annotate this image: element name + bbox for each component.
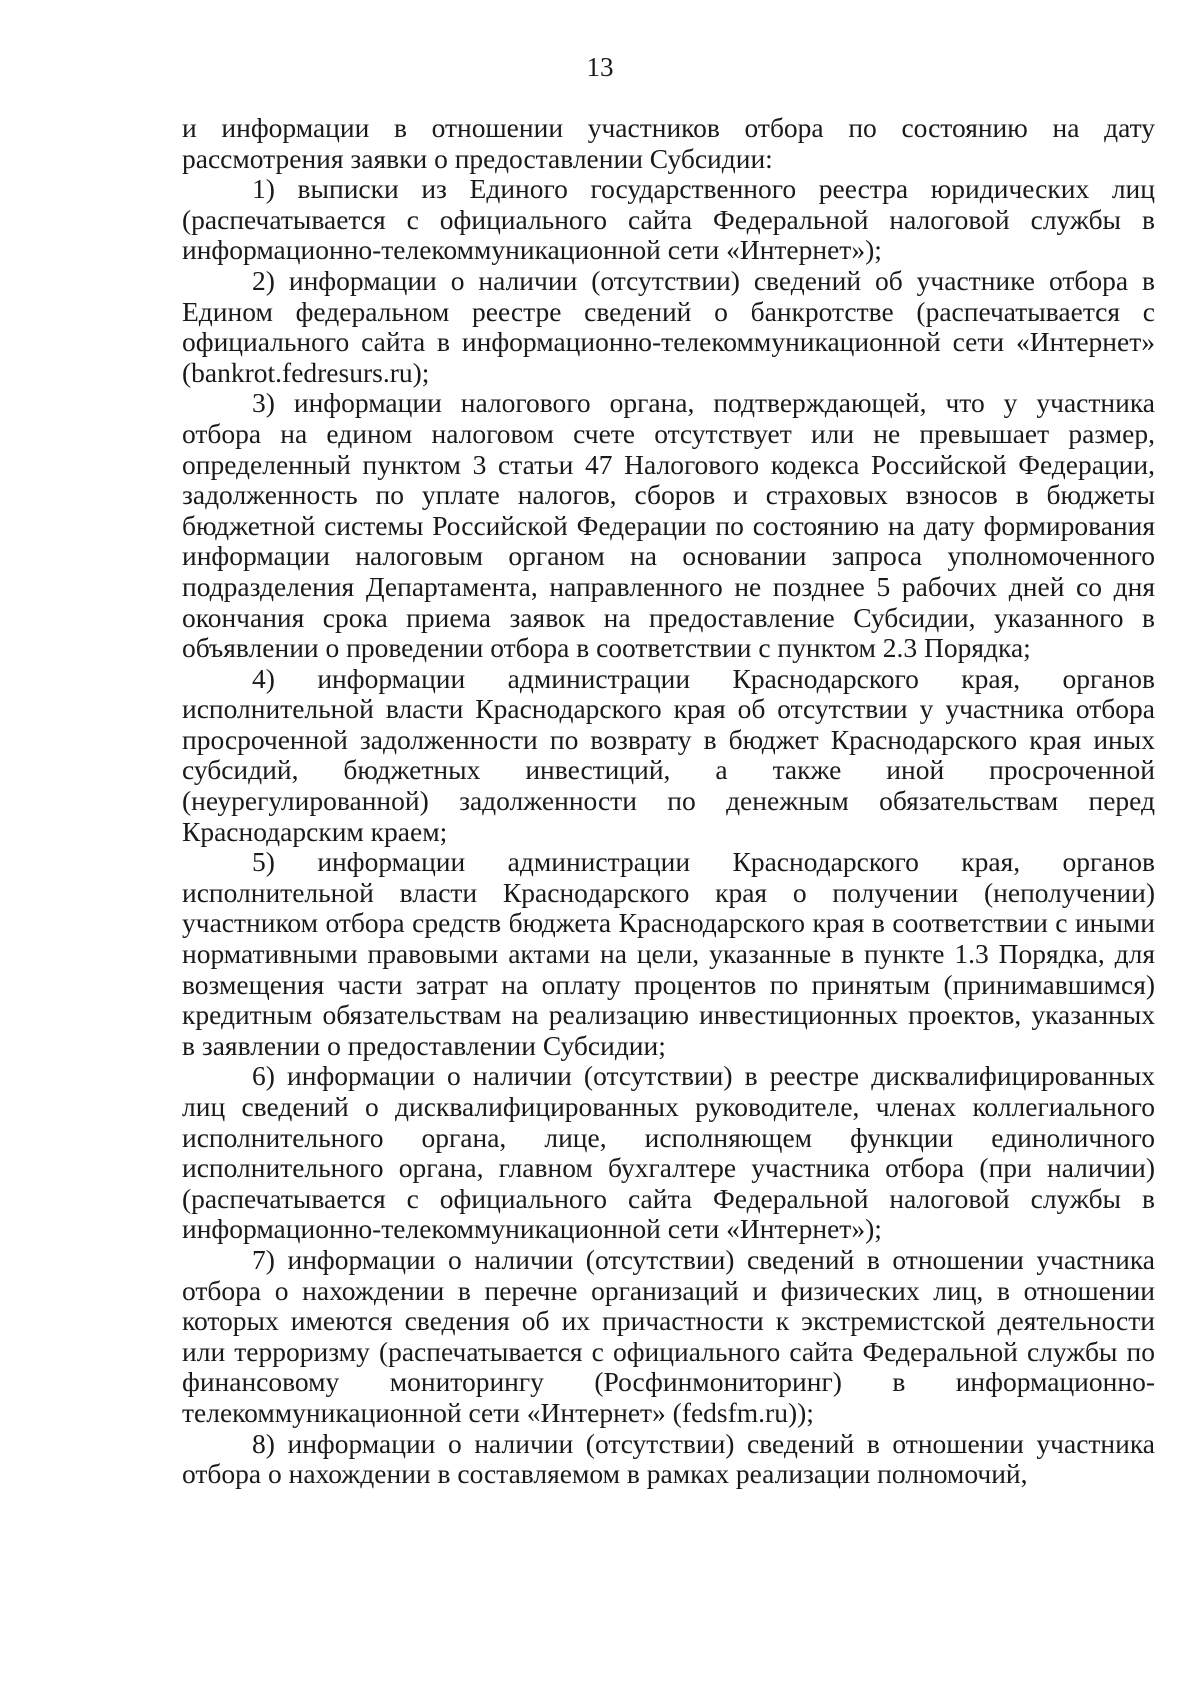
page-number: 13: [586, 52, 614, 82]
list-item-6: 6) информации о наличии (отсутствии) в реестре дисквалифицированных лиц сведений о дисквалифицированных руководителе, членах коллегиального исполнительного органа, лице, исполняющем функции единоличного исполнительного органа, главном бухгалтере участника отбора (при наличии) (распечатывается с официального сайта Федеральной налоговой службы в информационно-телекоммуникационной сети «Интернет»);: [182, 1060, 1155, 1245]
list-item-8: 8) информации о наличии (отсутствии) сведений в отношении участника отбора о нахождении в составляемом в рамках реализации полномочий,: [182, 1427, 1155, 1490]
list-item-5: 5) информации администрации Краснодарского края, органов исполнительной власти Краснодарского края о получении (неполучении) участником отбора средств бюджета Краснодарского края в соответствии с иными нормативными правовыми актами на цели, указанные в пункте 1.3 Порядка, для возмещения части затрат на оплату процентов по принятым (принимавшимся) кредитным обязательствам на реализацию инвестиционных проектов, указанных в заявлении о предоставлении Субсидии;: [182, 846, 1155, 1061]
list-item-4: 4) информации администрации Краснодарского края, органов исполнительной власти Краснодарского края об отсутствии у участника отбора просроченной задолженности по возврату в бюджет Краснодарского края иных субсидий, бюджетных инвестиций, а также иной просроченной (неурегулированной) задолженности по денежным обязательствам перед Краснодарским краем;: [182, 662, 1155, 847]
list-item-3: 3) информации налогового органа, подтверждающей, что у участника отбора на едином налоговом счете отсутствует или не превышает размер, определенный пунктом 3 статьи 47 Налогового кодекса Российской Федерации, задолженность по уплате налогов, сборов и страховых взносов в бюджеты бюджетной системы Российской Федерации по состоянию на дату формирования информации налоговым органом на основании запроса уполномоченного подразделения Департамента, направленного не позднее 5 рабочих дней со дня окончания срока приема заявок на предоставление Субсидии, указанного в объявлении о проведении отбора в соответствии с пунктом 2.3 Порядка;: [182, 387, 1155, 664]
list-item-2: 2) информации о наличии (отсутствии) сведений об участнике отбора в Едином федеральном реестре сведений о банкротстве (распечатывается с официального сайта в информационно-телекоммуникационной сети «Интернет» (bankrot.fedresurs.ru);: [182, 264, 1155, 388]
list-item-1: 1) выписки из Единого государственного реестра юридических лиц (распечатывается с официального сайта Федеральной налоговой службы в информационно-телекоммуникационной сети «Интернет»);: [182, 173, 1155, 266]
list-item-7: 7) информации о наличии (отсутствии) сведений в отношении участника отбора о нахождении в перечне организаций и физических лиц, в отношении которых имеются сведения об их причастности к экстремистской деятельности или терроризму (распечатывается с официального сайта Федеральной службы по финансовому мониторингу (Росфинмониторинг) в информационно-телекоммуникационной сети «Интернет» (fedsfm.ru));: [182, 1243, 1155, 1428]
paragraph-continuation: и информации в отношении участников отбора по состоянию на дату рассмотрения заявки о предоставлении Субсидии:: [182, 112, 1155, 174]
document-body: [182, 113, 1155, 1490]
